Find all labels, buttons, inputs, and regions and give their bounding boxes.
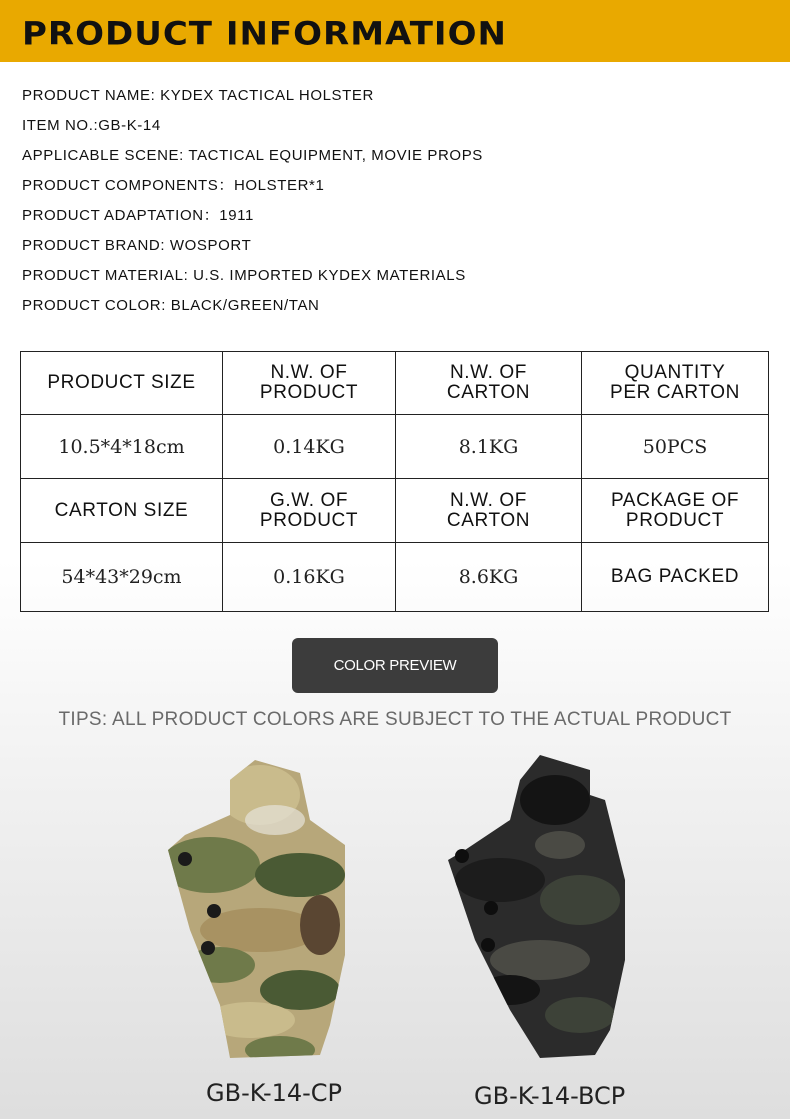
- info-product-components: PRODUCT COMPONENTS：HOLSTER*1: [22, 177, 325, 194]
- header-carton-size: CARTON SIZE: [21, 479, 223, 543]
- header-nw-carton-2-label: N.W. OF CARTON: [446, 489, 531, 531]
- model-label-bcp: GB-K-14-BCP: [474, 1082, 626, 1110]
- holster-cp-image: [160, 755, 360, 1065]
- info-product-name: PRODUCT NAME: KYDEX TACTICAL HOLSTER: [22, 87, 374, 104]
- holster-bcp-image: [440, 750, 640, 1065]
- value-carton-size: 54*43*29cm: [21, 543, 223, 612]
- tips-text: TIPS: ALL PRODUCT COLORS ARE SUBJECT TO THE ACTUAL PRODUCT: [58, 709, 732, 730]
- header-quantity-label: QUANTITY PER CARTON: [610, 362, 740, 403]
- header-package-of-product: [582, 479, 769, 543]
- spec-table: [20, 351, 769, 612]
- table-row: [21, 415, 769, 479]
- table-row: [21, 543, 769, 612]
- value-nw-product: 0.14KG: [223, 415, 396, 479]
- info-product-adaptation: PRODUCT ADAPTATION：1911: [22, 207, 254, 224]
- info-product-material: PRODUCT MATERIAL: U.S. IMPORTED KYDEX MATERIALS: [22, 267, 466, 284]
- value-gw-product: 0.16KG: [223, 543, 396, 612]
- table-row: [21, 352, 769, 415]
- info-applicable-scene: APPLICABLE SCENE: TACTICAL EQUIPMENT, MOVIE PROPS: [22, 147, 483, 164]
- value-product-size: 10.5*4*18cm: [21, 415, 223, 479]
- page-title: PRODUCT INFORMATION: [22, 15, 507, 53]
- value-nw-carton-2: 8.6KG: [396, 543, 582, 612]
- header-nw-carton-label: N.W. OF CARTON: [446, 362, 531, 403]
- header-product-size: PRODUCT SIZE: [21, 352, 223, 415]
- header-bar: [0, 0, 790, 62]
- product-info-list: [22, 86, 762, 326]
- value-nw-carton: 8.1KG: [396, 415, 582, 479]
- table-row: [21, 479, 769, 543]
- header-nw-product: [223, 352, 396, 415]
- color-preview-button[interactable]: COLOR PREVIEW: [292, 638, 498, 693]
- header-nw-product-label: N.W. OF PRODUCT: [259, 362, 359, 403]
- value-package-of-product: BAG PACKED: [582, 543, 769, 612]
- info-product-color: PRODUCT COLOR: BLACK/GREEN/TAN: [22, 297, 320, 314]
- header-package-label: PACKAGE OF PRODUCT: [610, 489, 740, 531]
- value-quantity-per-carton: 50PCS: [582, 415, 769, 479]
- header-gw-product: [223, 479, 396, 543]
- header-nw-carton-2: [396, 479, 582, 543]
- model-label-cp: GB-K-14-CP: [206, 1079, 343, 1107]
- header-nw-carton: [396, 352, 582, 415]
- info-item-no: ITEM NO.:GB-K-14: [22, 117, 161, 134]
- header-gw-product-label: G.W. OF PRODUCT: [259, 489, 359, 531]
- info-product-brand: PRODUCT BRAND: WOSPORT: [22, 237, 252, 254]
- header-quantity-per-carton: [582, 352, 769, 415]
